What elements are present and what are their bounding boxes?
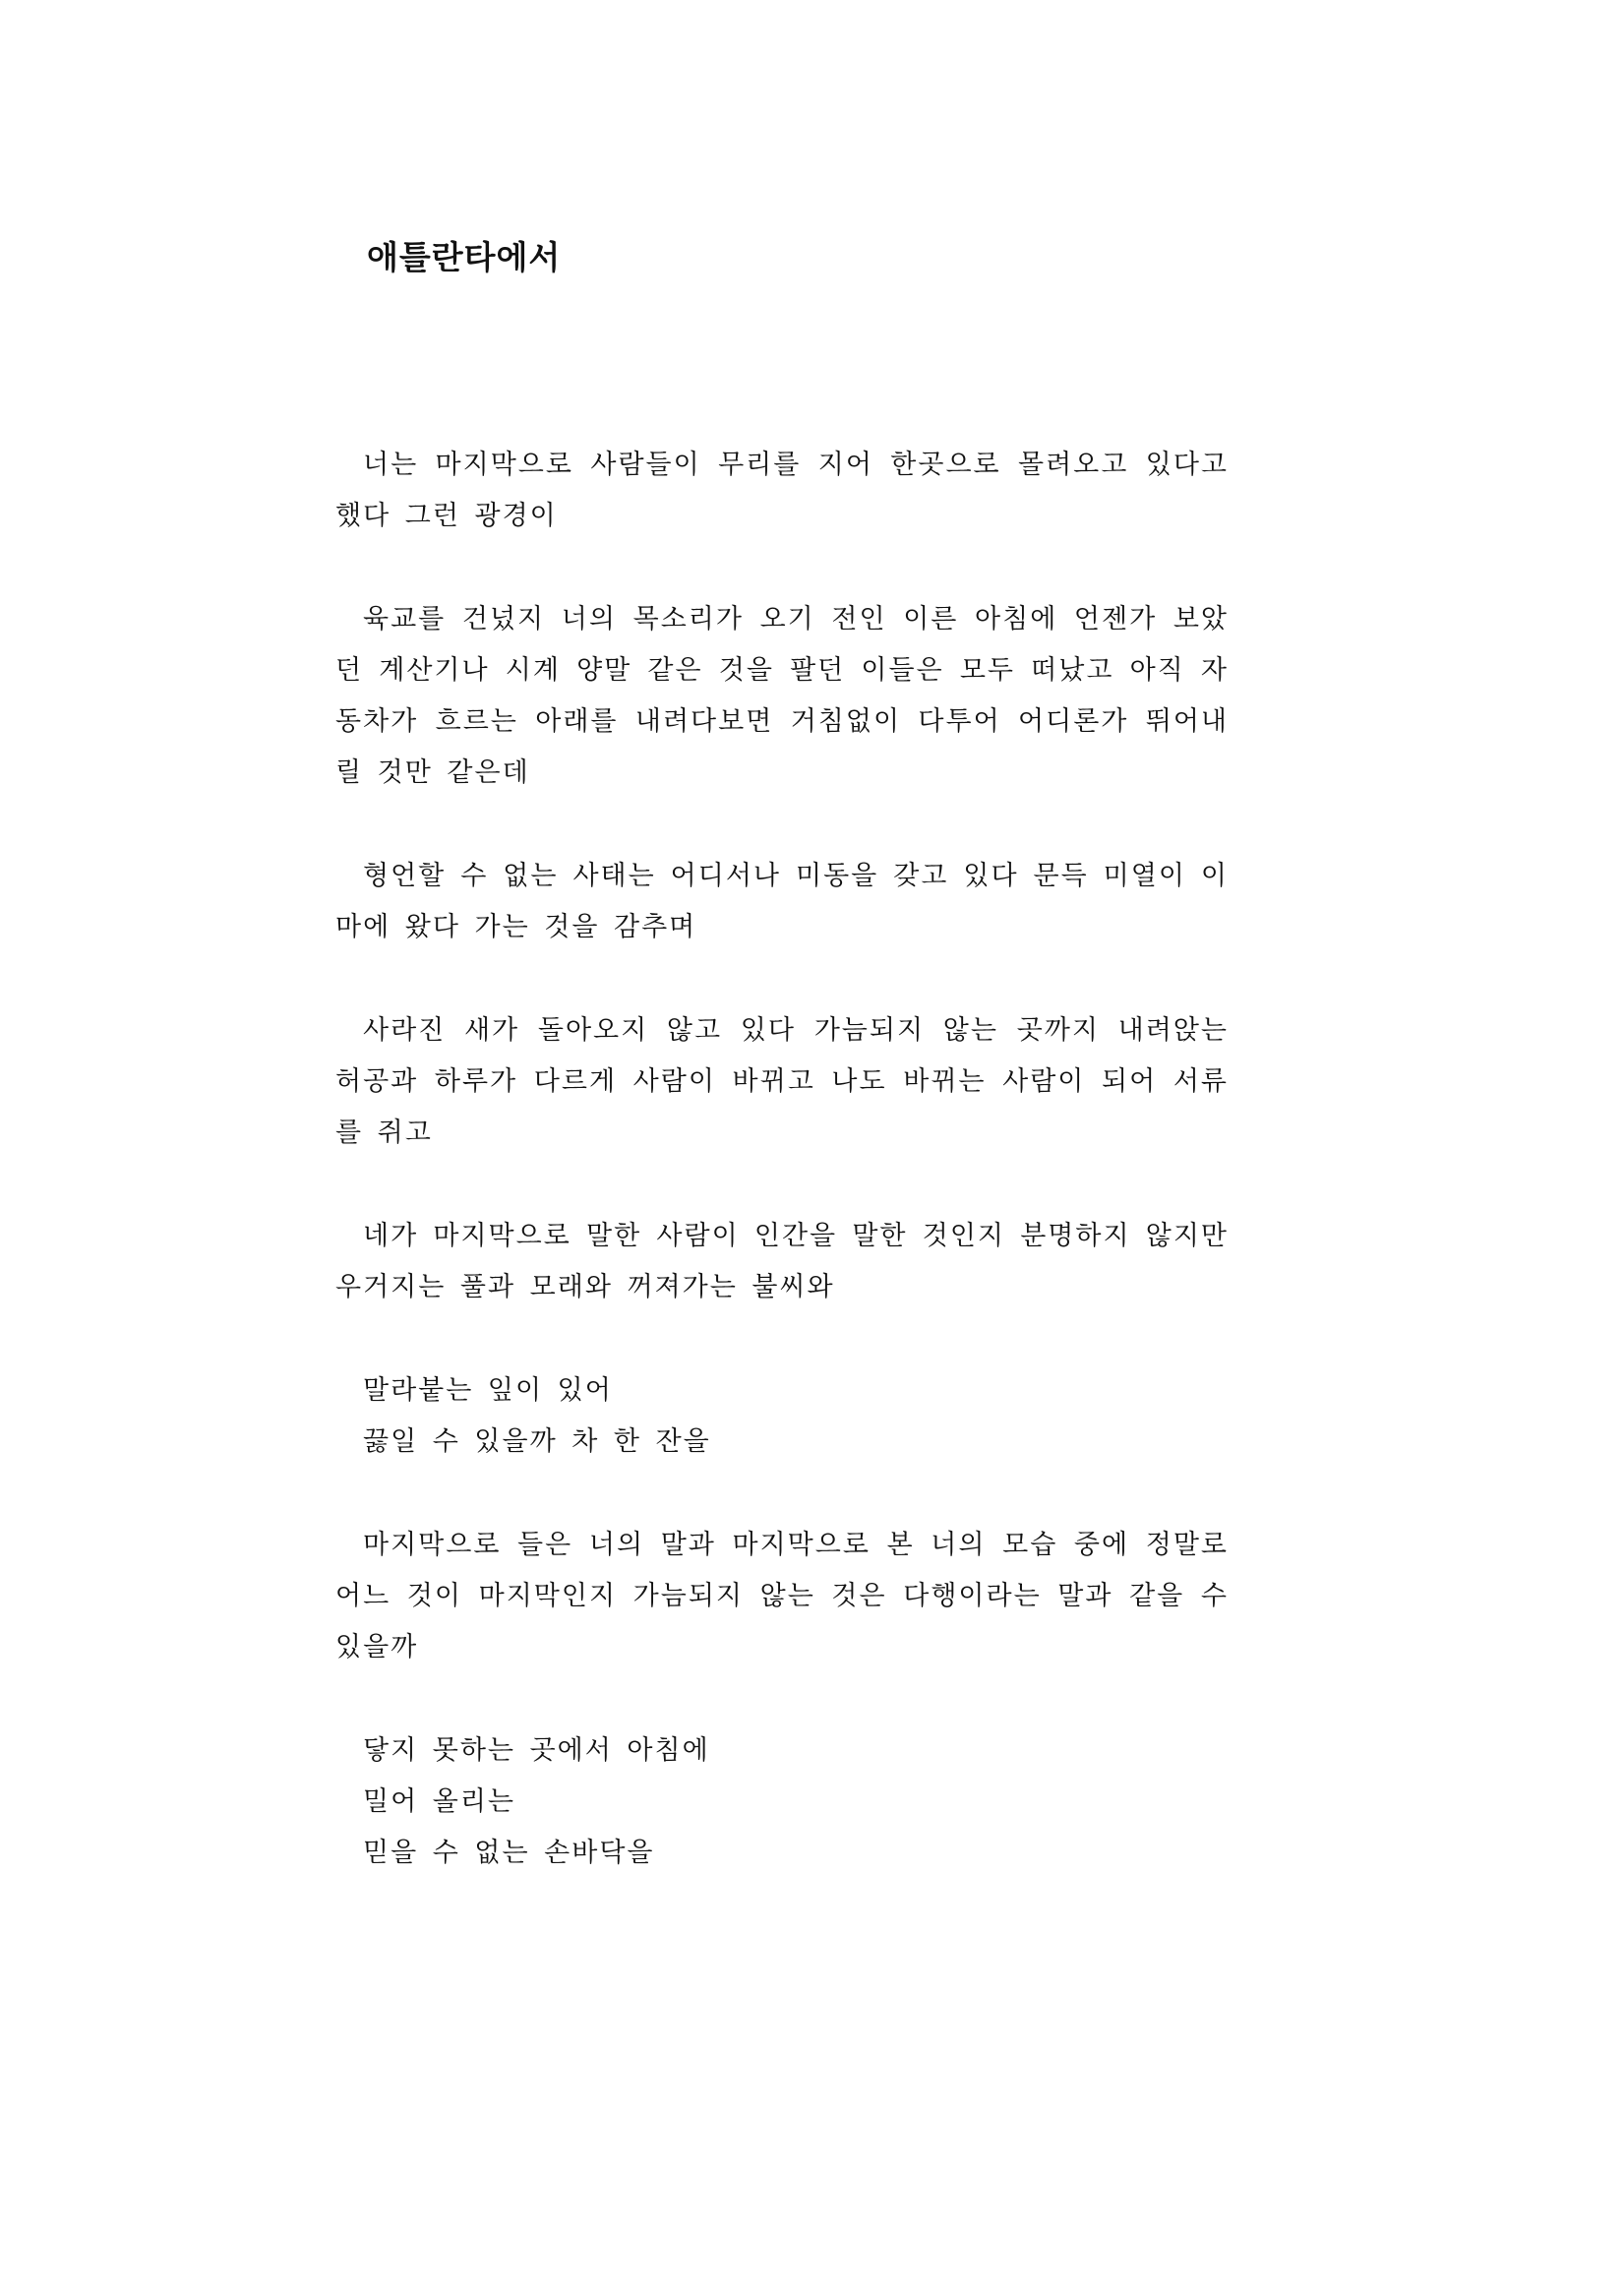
stanza-3 xyxy=(335,851,1229,953)
stanza-text: 형언할 수 없는 사태는 어디서나 미동을 갖고 있다 문득 미열이 이마에 왔다 가는 것을 감추며 xyxy=(335,861,1229,942)
verse-line: 끓일 수 있을까 차 한 잔을 xyxy=(363,1426,711,1457)
stanza-text: 사라진 새가 돌아오지 않고 있다 가늠되지 않는 곳까지 내려앉는 허공과 하루가 다르게 사람이 바뀌고 나도 바뀌는 사람이 되어 서류를 쥐고 xyxy=(335,1015,1229,1148)
stanza-text: 마지막으로 들은 너의 말과 마지막으로 본 너의 모습 중에 정말로 어느 것이 마지막인지 가늠되지 않는 것은 다행이라는 말과 같을 수 있을까 xyxy=(335,1530,1229,1662)
verse-line: 닿지 못하는 곳에서 아침에 xyxy=(363,1735,710,1766)
poem-title: 애틀란타에서 xyxy=(367,238,562,276)
stanza-6 xyxy=(335,1365,1229,1468)
stanza-5 xyxy=(335,1211,1229,1313)
stanza-7 xyxy=(335,1520,1229,1673)
stanza-text: 너는 마지막으로 사람들이 무리를 지어 한곳으로 몰려오고 있다고 했다 그런 광경이 xyxy=(335,450,1229,531)
verse-line: 밀어 올리는 xyxy=(363,1786,515,1817)
verse-line: 말라붙는 잎이 있어 xyxy=(363,1375,613,1406)
stanza-2 xyxy=(335,594,1229,799)
verse-line: 믿을 수 없는 손바닥을 xyxy=(363,1838,655,1868)
stanza-4 xyxy=(335,1005,1229,1159)
stanza-8 xyxy=(335,1725,1229,1879)
poem-body xyxy=(335,440,1229,1928)
stanza-1 xyxy=(335,440,1229,542)
stanza-text: 네가 마지막으로 말한 사람이 인간을 말한 것인지 분명하지 않지만 우거지는 풀과 모래와 꺼져가는 불씨와 xyxy=(335,1221,1229,1302)
stanza-text: 육교를 건넜지 너의 목소리가 오기 전인 이른 아침에 언젠가 보았던 계산기나 시계 양말 같은 것을 팔던 이들은 모두 떠났고 아직 자동차가 흐르는 아래를 내려다보면 거침없이 다투어 어디론가 뛰어내릴 것만 같은데 xyxy=(335,604,1229,788)
